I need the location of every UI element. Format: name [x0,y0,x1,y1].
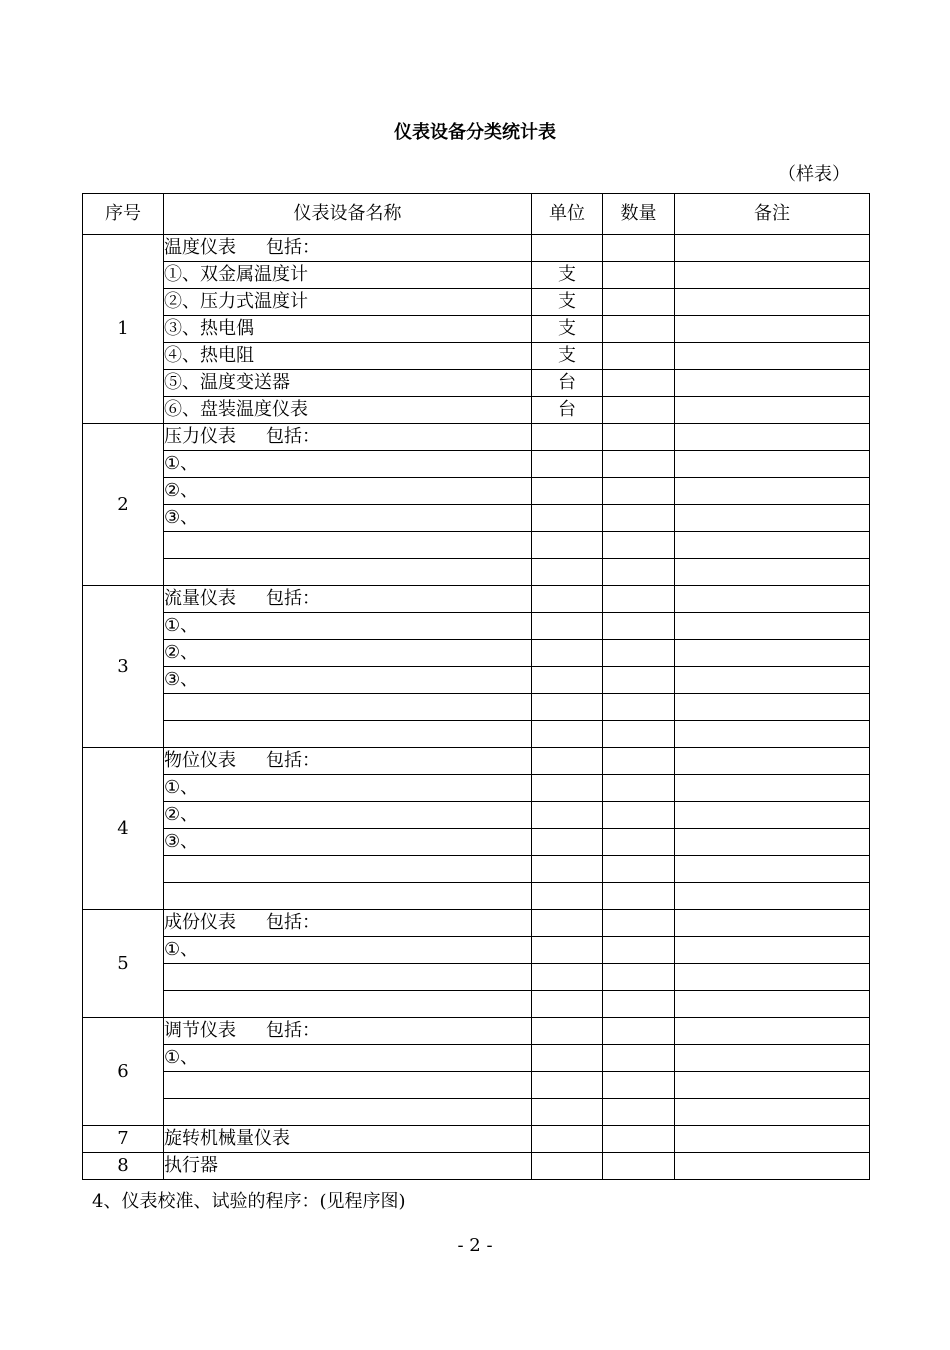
unit-cell: 支 [532,289,603,316]
unit-cell: 支 [532,316,603,343]
quantity-cell [603,910,675,937]
unit-cell [532,532,603,559]
table-row [83,1099,870,1126]
quantity-cell [603,721,675,748]
quantity-cell [603,856,675,883]
quantity-cell [603,397,675,424]
table-row [83,667,870,694]
unit-cell [532,748,603,775]
row-number-cell: 3 [83,586,164,748]
remark-cell [675,721,870,748]
header-unit: 单位 [532,194,603,235]
table-row [83,235,870,262]
instrument-name: ③、 [164,831,199,852]
unit-cell [532,613,603,640]
table-row [83,451,870,478]
quantity-cell [603,775,675,802]
instrument-name-cell [164,694,532,721]
table-row [83,262,870,289]
instrument-name: 物位仪表 [164,750,236,771]
footnote: 4、仪表校准、试验的程序：(见程序图) [92,1191,406,1212]
instrument-name-cell [164,640,532,667]
quantity-cell [603,667,675,694]
table-row [83,775,870,802]
instrument-name: 成份仪表 [164,912,236,933]
instrument-name-cell [164,397,532,424]
instrument-name: ③、热电偶 [164,318,254,339]
remark-cell [675,1072,870,1099]
includes-label: 包括： [266,588,320,609]
table-row [83,802,870,829]
quantity-cell [603,559,675,586]
instrument-table [82,193,870,1180]
page-number: - 2 - [457,1235,493,1256]
instrument-name-cell [164,505,532,532]
quantity-cell [603,478,675,505]
unit-cell [532,721,603,748]
instrument-name-cell [164,451,532,478]
unit-cell [532,640,603,667]
remark-cell [675,262,870,289]
quantity-cell [603,289,675,316]
table-row [83,856,870,883]
instrument-name-cell [164,856,532,883]
remark-cell [675,451,870,478]
quantity-cell [603,991,675,1018]
instrument-name-cell [164,559,532,586]
table-row [83,505,870,532]
remark-cell [675,991,870,1018]
table-row [83,910,870,937]
table-header-row [83,194,870,235]
row-number-cell: 2 [83,424,164,586]
remark-cell [675,613,870,640]
table-row [83,586,870,613]
quantity-cell [603,532,675,559]
quantity-cell [603,1072,675,1099]
instrument-name-cell [164,262,532,289]
instrument-name-cell [164,235,532,262]
instrument-name: ①、 [164,1047,199,1068]
row-number-cell: 4 [83,748,164,910]
instrument-name: ④、热电阻 [164,345,254,366]
table-row [83,991,870,1018]
instrument-name-cell [164,613,532,640]
row-number-cell: 5 [83,910,164,1018]
quantity-cell [603,694,675,721]
includes-label: 包括： [266,426,320,447]
remark-cell [675,1045,870,1072]
instrument-name: 执行器 [164,1155,218,1176]
table-row [83,613,870,640]
remark-cell [675,289,870,316]
instrument-name: ③、 [164,507,199,528]
instrument-name: ⑤、温度变送器 [164,372,290,393]
quantity-cell [603,1153,675,1180]
unit-cell [532,235,603,262]
unit-cell [532,1153,603,1180]
remark-cell [675,856,870,883]
remark-cell [675,235,870,262]
table-row [83,1045,870,1072]
table-row [83,478,870,505]
remark-cell [675,910,870,937]
remark-cell [675,397,870,424]
instrument-name-cell [164,991,532,1018]
includes-label: 包括： [266,912,320,933]
unit-cell [532,883,603,910]
unit-cell [532,1099,603,1126]
table-row [83,316,870,343]
instrument-name-cell [164,316,532,343]
instrument-name-cell [164,748,532,775]
quantity-cell [603,613,675,640]
instrument-name-cell [164,343,532,370]
remark-cell [675,667,870,694]
quantity-cell [603,1126,675,1153]
remark-cell [675,478,870,505]
instrument-name-cell [164,289,532,316]
instrument-name: ⑥、盘装温度仪表 [164,399,308,420]
table-row [83,964,870,991]
header-qty: 数量 [603,194,675,235]
table-row [83,424,870,451]
document-title: 仪表设备分类统计表 [394,122,556,143]
instrument-name: ③、 [164,669,199,690]
unit-cell [532,694,603,721]
instrument-name: 流量仪表 [164,588,236,609]
remark-cell [675,343,870,370]
table-row [83,883,870,910]
instrument-name: 温度仪表 [164,237,236,258]
header-no: 序号 [83,194,164,235]
table-row [83,370,870,397]
instrument-name-cell [164,910,532,937]
remark-cell [675,559,870,586]
instrument-name-cell [164,532,532,559]
quantity-cell [603,424,675,451]
instrument-name: ②、压力式温度计 [164,291,308,312]
unit-cell [532,478,603,505]
remark-cell [675,829,870,856]
remark-cell [675,1018,870,1045]
remark-cell [675,532,870,559]
row-number-cell: 1 [83,235,164,424]
unit-cell [532,856,603,883]
instrument-name: ①、 [164,777,199,798]
row-number-cell: 6 [83,1018,164,1126]
quantity-cell [603,1099,675,1126]
quantity-cell [603,883,675,910]
unit-cell [532,964,603,991]
instrument-name: ①、 [164,453,199,474]
table-row [83,694,870,721]
instrument-name: 调节仪表 [164,1020,236,1041]
table-row [83,721,870,748]
table-row [83,397,870,424]
remark-cell [675,694,870,721]
instrument-name-cell [164,937,532,964]
instrument-name-cell [164,1099,532,1126]
table-row [83,1153,870,1180]
remark-cell [675,586,870,613]
includes-label: 包括： [266,1020,320,1041]
instrument-name: ①、双金属温度计 [164,264,308,285]
quantity-cell [603,316,675,343]
instrument-name: ②、 [164,480,199,501]
table-row [83,829,870,856]
instrument-name: ②、 [164,642,199,663]
table-row [83,289,870,316]
unit-cell [532,424,603,451]
instrument-name-cell [164,478,532,505]
table-row [83,559,870,586]
instrument-name: ②、 [164,804,199,825]
remark-cell [675,505,870,532]
quantity-cell [603,829,675,856]
instrument-name-cell [164,1045,532,1072]
instrument-name: ①、 [164,615,199,636]
table-row [83,1072,870,1099]
instrument-name-cell [164,802,532,829]
instrument-name-cell [164,586,532,613]
instrument-name-cell [164,721,532,748]
remark-cell [675,802,870,829]
table-row [83,1126,870,1153]
instrument-name-cell [164,1072,532,1099]
remark-cell [675,775,870,802]
instrument-name-cell [164,424,532,451]
unit-cell [532,1072,603,1099]
unit-cell: 支 [532,343,603,370]
unit-cell [532,667,603,694]
remark-cell [675,424,870,451]
quantity-cell [603,937,675,964]
instrument-name-cell [164,1153,532,1180]
instrument-name: ①、 [164,939,199,960]
instrument-name-cell [164,1018,532,1045]
unit-cell [532,991,603,1018]
quantity-cell [603,235,675,262]
instrument-name: 压力仪表 [164,426,236,447]
instrument-name: 旋转机械量仪表 [164,1128,290,1149]
remark-cell [675,883,870,910]
quantity-cell [603,370,675,397]
unit-cell [532,829,603,856]
header-remark: 备注 [675,194,870,235]
instrument-name-cell [164,1126,532,1153]
remark-cell [675,316,870,343]
table-row [83,343,870,370]
unit-cell [532,937,603,964]
table-row [83,1018,870,1045]
unit-cell [532,910,603,937]
table-row [83,532,870,559]
unit-cell [532,586,603,613]
remark-cell [675,937,870,964]
remark-cell [675,1153,870,1180]
unit-cell: 台 [532,397,603,424]
quantity-cell [603,1018,675,1045]
sample-label: （样表） [778,164,850,185]
quantity-cell [603,1045,675,1072]
instrument-name-cell [164,775,532,802]
instrument-name-cell [164,829,532,856]
quantity-cell [603,262,675,289]
unit-cell [532,802,603,829]
remark-cell [675,964,870,991]
instrument-name-cell [164,964,532,991]
instrument-name-cell [164,883,532,910]
unit-cell [532,775,603,802]
table-row [83,748,870,775]
includes-label: 包括： [266,237,320,258]
remark-cell [675,370,870,397]
unit-cell [532,1126,603,1153]
instrument-name-cell [164,370,532,397]
remark-cell [675,1126,870,1153]
quantity-cell [603,586,675,613]
remark-cell [675,748,870,775]
unit-cell [532,451,603,478]
quantity-cell [603,505,675,532]
quantity-cell [603,451,675,478]
table-body [83,235,870,1180]
includes-label: 包括： [266,750,320,771]
unit-cell: 支 [532,262,603,289]
quantity-cell [603,640,675,667]
remark-cell [675,640,870,667]
unit-cell [532,505,603,532]
instrument-name-cell [164,667,532,694]
table-row [83,937,870,964]
unit-cell [532,559,603,586]
quantity-cell [603,802,675,829]
unit-cell [532,1045,603,1072]
quantity-cell [603,343,675,370]
unit-cell: 台 [532,370,603,397]
header-name: 仪表设备名称 [164,194,532,235]
quantity-cell [603,964,675,991]
unit-cell [532,1018,603,1045]
quantity-cell [603,748,675,775]
remark-cell [675,1099,870,1126]
row-number-cell: 7 [83,1126,164,1153]
table-row [83,640,870,667]
row-number-cell: 8 [83,1153,164,1180]
